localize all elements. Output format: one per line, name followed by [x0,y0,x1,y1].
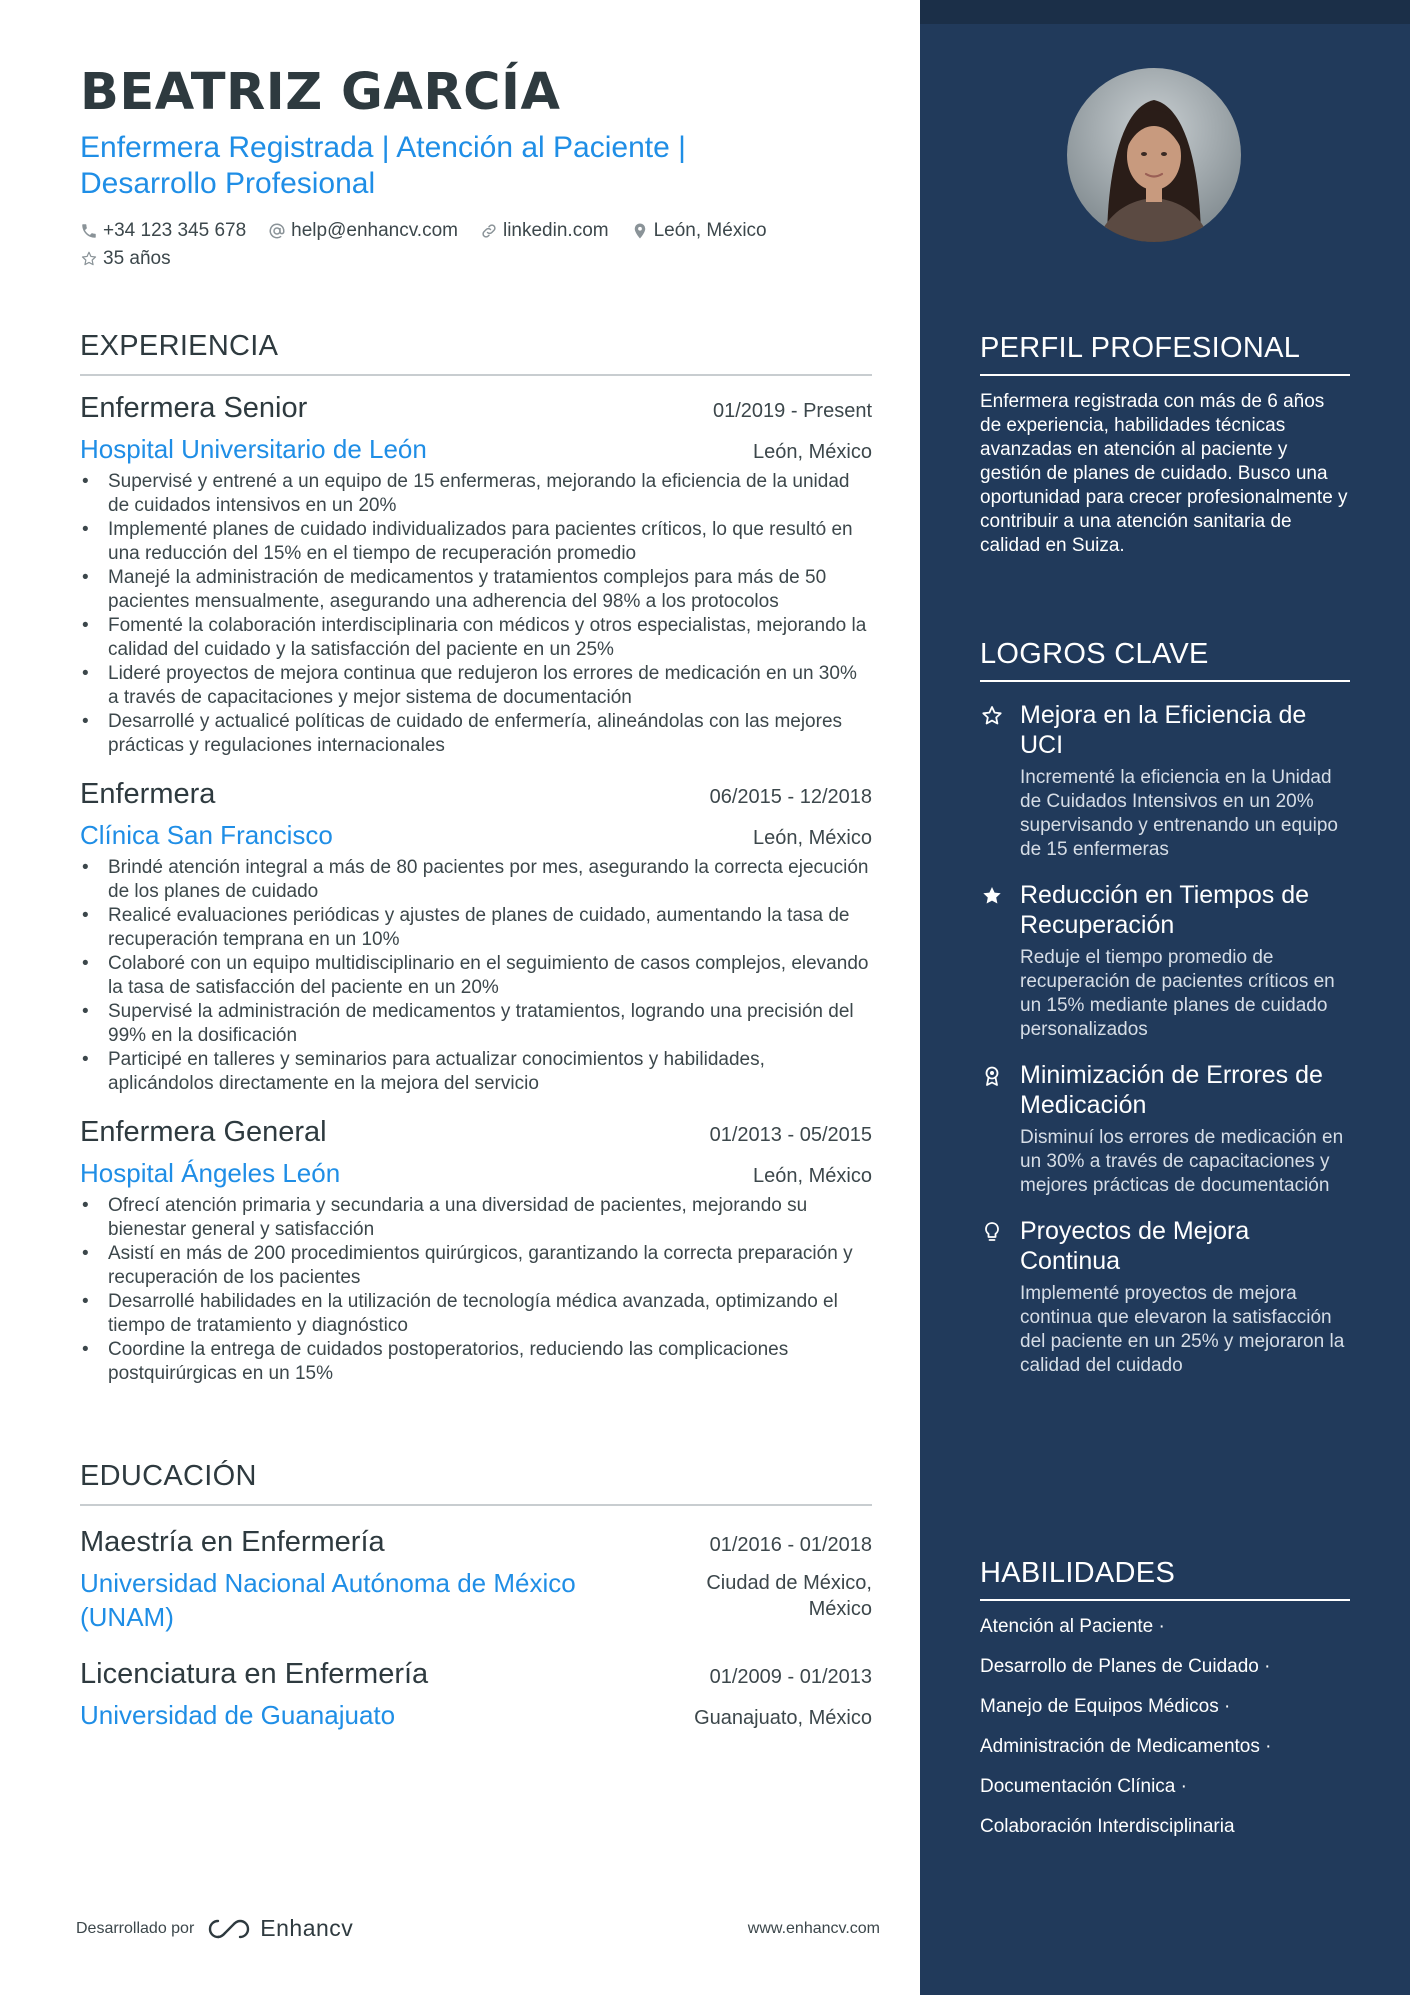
job-dates: 01/2013 - 05/2015 [709,1124,872,1146]
job-dates: 06/2015 - 12/2018 [709,786,872,808]
profile-text: Enfermera registrada con más de 6 años de experiencia, habilidades técnicas avanzadas en atención al paciente y gestión de planes de cuidado. Busco una oportunidad para crecer profesionalmente y contribuir a una atención sanitaria de calidad en Suiza. [980,391,1348,556]
experience-section [80,328,872,1386]
skill-item: Colaboración Interdisciplinaria [980,1816,1235,1837]
bullet-item: • Fomenté la colaboración interdisciplinaria con médicos y otros especialistas, mejorando la calidad del cuidado y la satisfacción del paciente en un 25% [80,614,872,662]
bullet-item: • Coordine la entrega de cuidados postoperatorios, reduciendo las complicaciones postquirúrgicas en un 15% [80,1338,872,1386]
skill-item: Atención al Paciente · [980,1616,1165,1637]
footer [76,1915,880,1942]
enhancv-logo-icon [206,1917,252,1941]
achievement-item [980,880,1350,1042]
phone-icon [80,222,98,240]
bullet-item: • Manejé la administración de medicamentos y tratamientos complejos para más de 50 pacientes mensualmente, asegurando una adherencia del 98% a los protocolos [80,566,872,614]
education-dates: 01/2016 - 01/2018 [709,1534,872,1556]
job-company[interactable]: Clínica San Francisco [80,820,333,850]
sidebar-topbar [920,0,1410,24]
profile-section [980,330,1350,558]
phone-text: +34 123 345 678 [103,220,247,241]
star-outline-icon [980,704,1004,728]
education-location-line: Ciudad de México, [706,1572,872,1594]
job-entry [80,776,872,1096]
achievement-item [980,700,1350,862]
contact-info [80,220,840,270]
achievement-desc: Reduje el tiempo promedio de recuperación de pacientes críticos en un 15% mediante planes de cuidado personalizados [1020,947,1335,1040]
job-dates: 01/2019 - Present [713,400,872,422]
brand [76,1915,353,1942]
achievement-desc: Implementé proyectos de mejora continua que elevaron la satisfacción del paciente en un 25% y mejoraron la calidad del cuidado [1020,1283,1345,1376]
brand-name: Enhancv [260,1915,354,1941]
skill-item: Manejo de Equipos Médicos · [980,1696,1231,1717]
job-location: León, México [753,827,872,849]
degree: Maestría en Enfermería [80,1526,385,1558]
contact-phone[interactable] [80,220,246,242]
headline: Enfermera Registrada | Atención al Paciente | Desarrollo Profesional [80,131,686,200]
degree: Licenciatura en Enfermería [80,1658,429,1690]
at-icon [268,222,286,240]
achievements-title: LOGROS CLAVE [980,636,1350,682]
job-location: León, México [753,441,872,463]
bullet-item: • Lideré proyectos de mejora continua que redujeron los errores de medicación en un 30% a través de capacitaciones y mejor sistema de documentación [80,662,872,710]
school[interactable]: Universidad de Guanajuato [80,1700,396,1730]
education-dates: 01/2009 - 01/2013 [709,1666,872,1688]
job-location: León, México [753,1165,872,1187]
skill-item: Desarrollo de Planes de Cuidado · [980,1656,1271,1677]
bullet-item: • Desarrollé y actualicé políticas de cuidado de enfermería, alineándolas con las mejores prácticas y regulaciones internacionales [80,710,872,758]
education-location [706,1570,872,1622]
experience-title: EXPERIENCIA [80,328,872,376]
education-entry [80,1524,872,1634]
brand-logo[interactable] [206,1915,353,1942]
education-location-line: México [808,1598,872,1620]
bullet-item: • Participé en talleres y seminarios para actualizar conocimientos y habilidades, aplicándolos directamente en la mejora del servicio [80,1048,872,1096]
bullet-item: • Colaboré con un equipo multidisciplinario en el seguimiento de casos complejos, elevando la tasa de satisfacción del paciente en un 20% [80,952,872,1000]
achievement-item [980,1216,1350,1378]
powered-by-label: Desarrollado por [76,1919,195,1937]
sidebar [920,0,1410,1995]
job-company[interactable]: Hospital Universitario de León [80,434,427,464]
avatar [1067,68,1241,242]
job-entry [80,390,872,758]
award-icon [980,1064,1004,1088]
website-link[interactable]: www.enhancv.com [747,1919,880,1937]
bullet-item: • Ofrecí atención primaria y secundaria a una diversidad de pacientes, mejorando su bienestar general y satisfacción [80,1194,872,1242]
profile-title: PERFIL PROFESIONAL [980,330,1350,376]
profile-photo [1067,68,1241,242]
achievements-section [980,636,1350,1378]
email-text: help@enhancv.com [291,220,458,241]
achievement-title: Proyectos de Mejora Continua [1020,1217,1250,1275]
job-role: Enfermera Senior [80,392,308,424]
skills-section [980,1555,1350,1855]
skill-item: Documentación Clínica · [980,1776,1187,1797]
job-bullets [80,1194,872,1386]
star-outline-icon [80,250,98,268]
bullet-item: • Supervisé y entrené a un equipo de 15 enfermeras, mejorando la eficiencia de la unidad de cuidados intensivos en un 20% [80,470,872,518]
link-icon [480,222,498,240]
linkedin-text: linkedin.com [502,220,609,241]
skill-item: Administración de Medicamentos · [980,1736,1272,1757]
job-entry [80,1114,872,1386]
education-location: Guanajuato, México [694,1707,872,1729]
bullet-item: • Implementé planes de cuidado individualizados para pacientes críticos, lo que resultó en una reducción del 15% en el tiempo de recuperación promedio [80,518,872,566]
job-role: Enfermera General [80,1116,327,1148]
lightbulb-icon [980,1220,1004,1244]
skills-list [980,1615,1350,1839]
location-pin-icon [631,222,649,240]
bullet-item: • Asistí en más de 200 procedimientos quirúrgicos, garantizando la correcta preparación y recuperación de los pacientes [80,1242,872,1290]
job-bullets [80,470,872,758]
contact-location [631,220,767,242]
skills-title: HABILIDADES [980,1555,1350,1601]
education-section [80,1458,872,1732]
location-text: León, México [653,220,767,241]
star-filled-icon [980,884,1004,908]
achievement-title: Mejora en la Eficiencia de UCI [1020,701,1307,759]
education-title: EDUCACIÓN [80,1458,872,1506]
education-entry [80,1656,872,1732]
bullet-item: • Supervisé la administración de medicamentos y tratamientos, logrando una precisión del 99% en la dosificación [80,1000,872,1048]
job-role: Enfermera [80,778,216,810]
achievement-item [980,1060,1350,1198]
school[interactable]: Universidad Nacional Autónoma de México (UNAM) [80,1568,576,1632]
achievement-title: Reducción en Tiempos de Recuperación [1020,881,1310,939]
age-text: 35 años [103,248,171,269]
candidate-name: BEATRIZ GARCÍA [80,63,561,122]
bullet-item: • Desarrollé habilidades en la utilización de tecnología médica avanzada, optimizando el tiempo de tratamiento y diagnóstico [80,1290,872,1338]
bullet-item: • Realicé evaluaciones periódicas y ajustes de planes de cuidado, aumentando la tasa de recuperación temprana en un 10% [80,904,872,952]
bullet-item: • Brindé atención integral a más de 80 pacientes por mes, asegurando la correcta ejecución de los planes de cuidado [80,856,872,904]
achievement-desc: Incrementé la eficiencia en la Unidad de Cuidados Intensivos en un 20% supervisando y entrenando un equipo de 15 enfermeras [1020,767,1338,860]
job-bullets [80,856,872,1096]
contact-age [80,248,171,270]
achievement-desc: Disminuí los errores de medicación en un 30% a través de capacitaciones y mejores prácticas de documentación [1020,1127,1344,1196]
contact-linkedin[interactable] [480,220,609,242]
achievement-title: Minimización de Errores de Medicación [1020,1061,1323,1119]
contact-email[interactable] [268,220,458,242]
job-company[interactable]: Hospital Ángeles León [80,1158,341,1188]
